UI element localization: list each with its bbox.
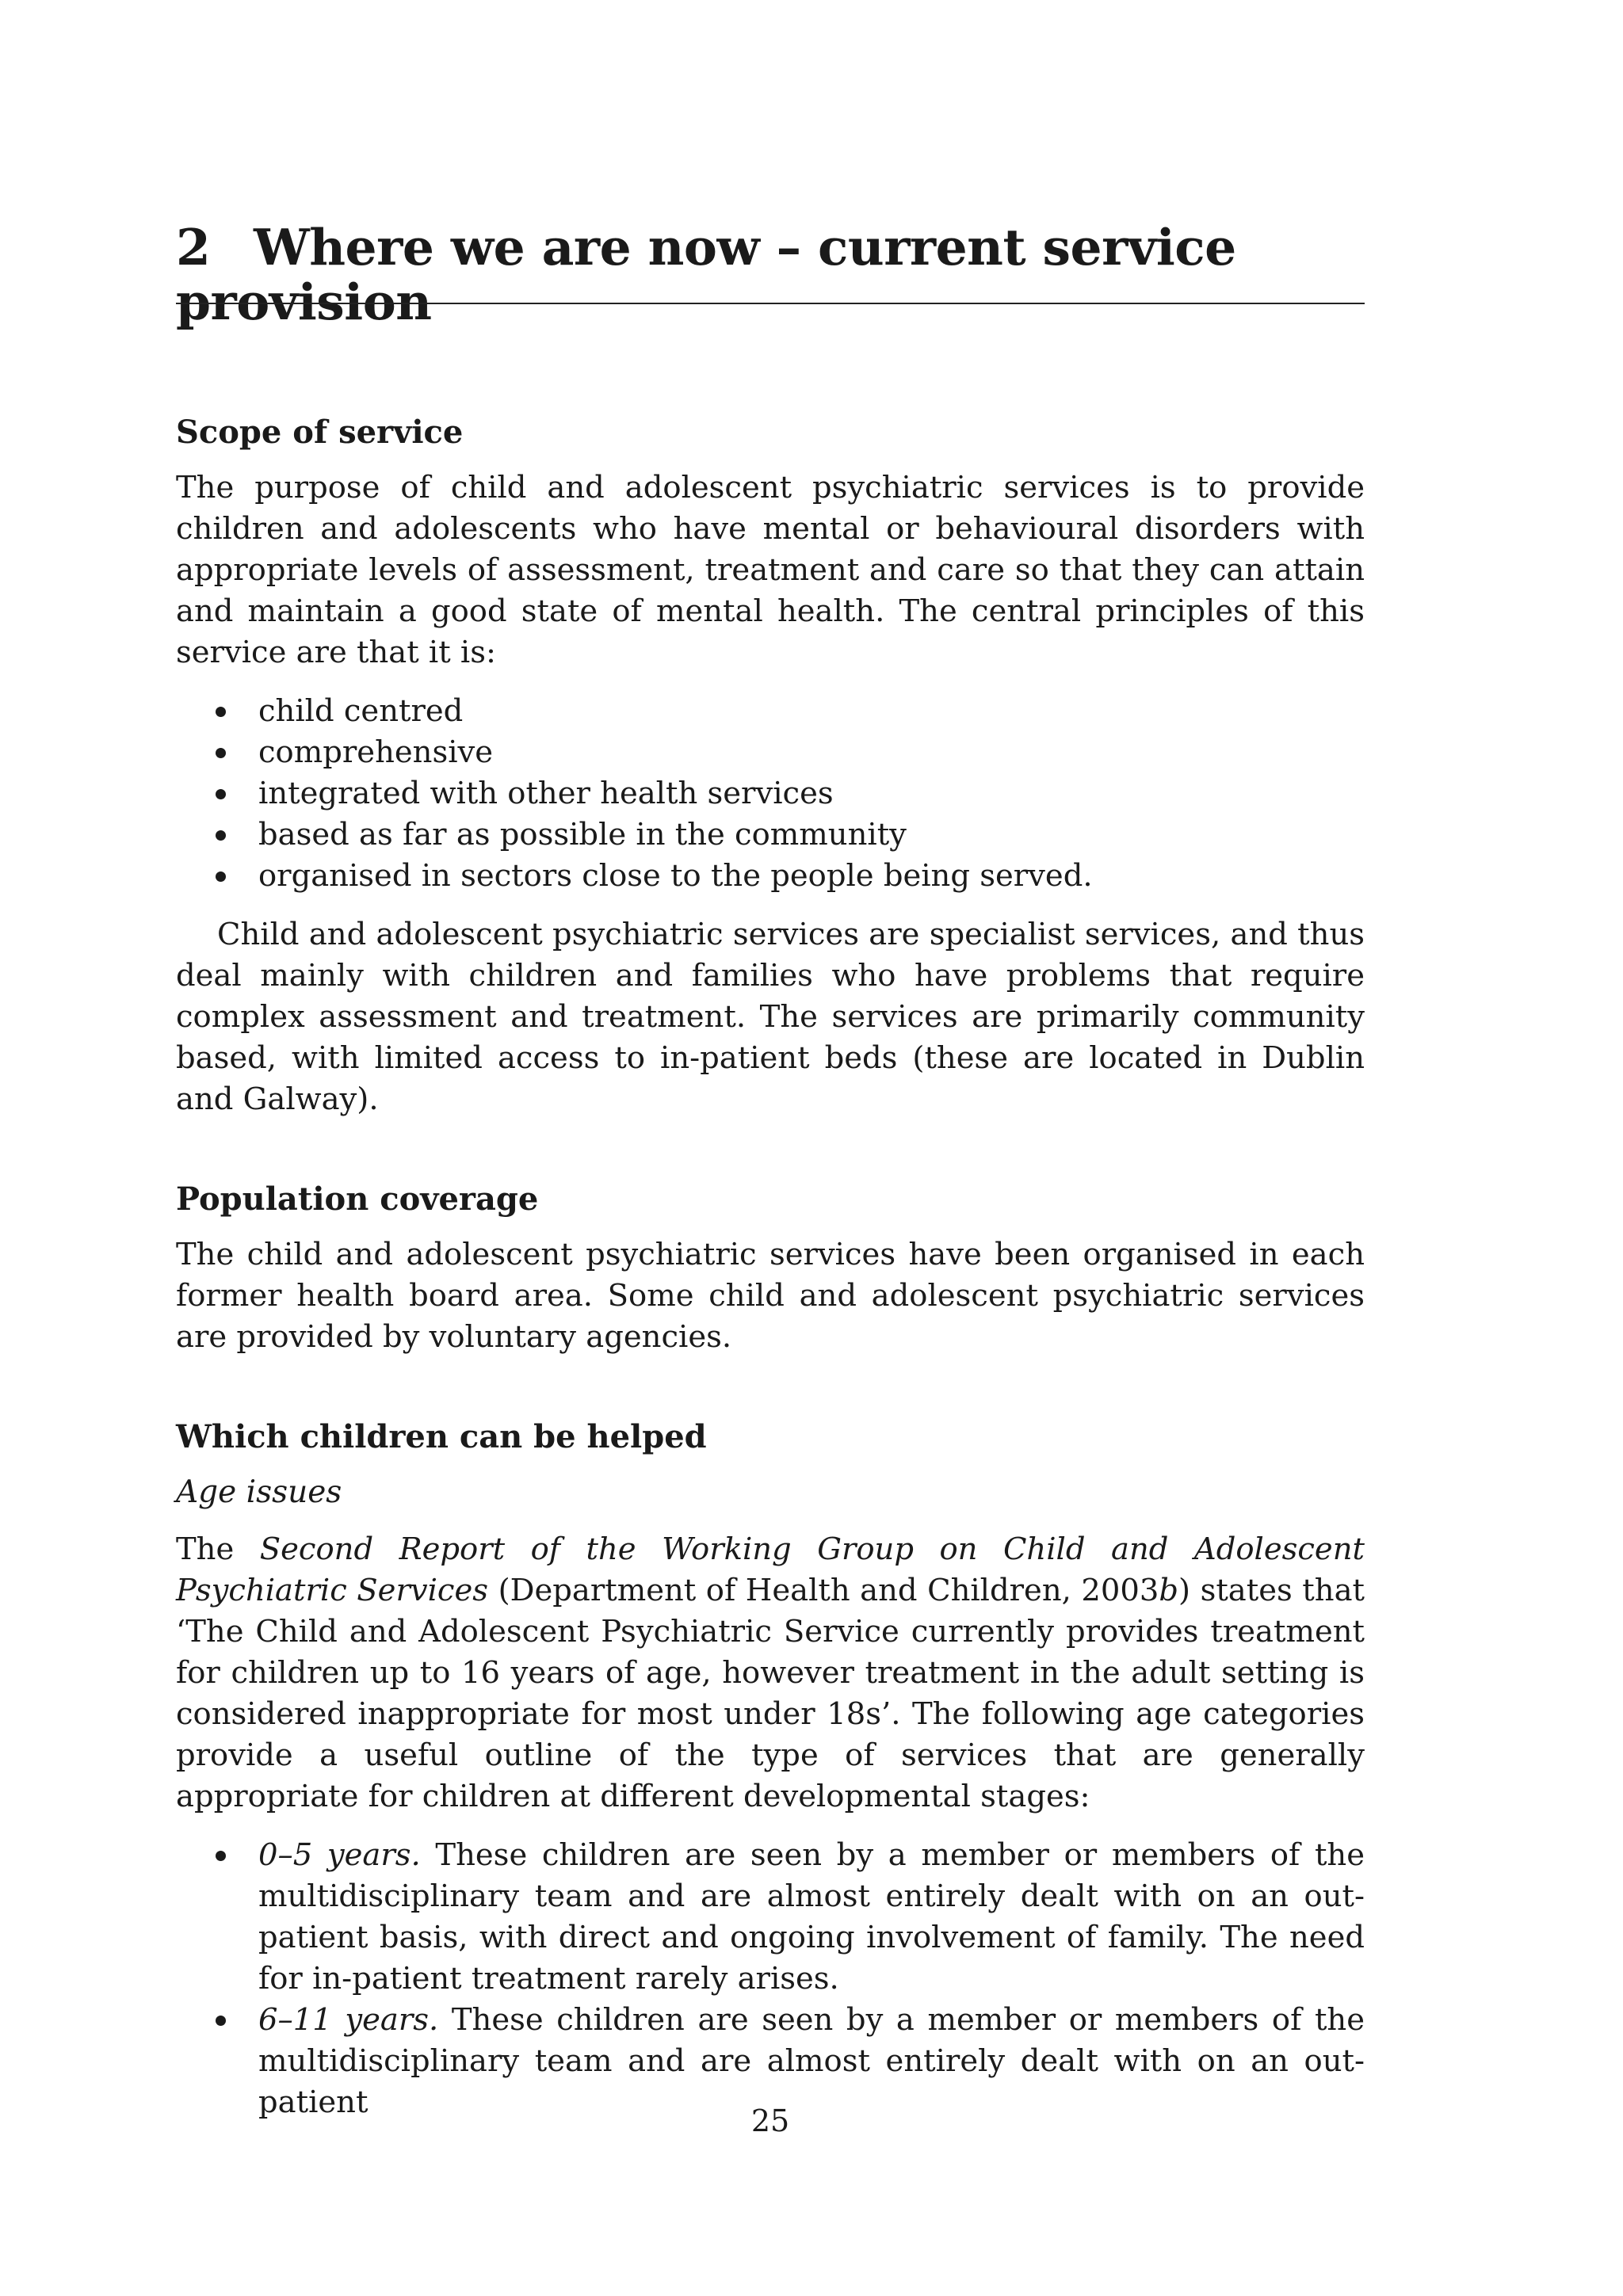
bullet-icon xyxy=(216,748,226,758)
bullet-icon xyxy=(216,2016,226,2026)
section-scope-of-service xyxy=(176,412,1365,1120)
report-title: Second Report of the Working Group on Child and Adolescent Psychiatric Services xyxy=(176,1531,1365,1608)
section-heading: Scope of service xyxy=(176,414,464,451)
paragraph: The child and adolescent psychiatric services have been organised in each former health board area. Some child and adolescent psychiatric services are provided by voluntary agencies. xyxy=(176,1237,1365,1355)
subsection-heading: Age issues xyxy=(176,1474,342,1510)
bullet-icon xyxy=(216,871,226,882)
section-heading: Population coverage xyxy=(176,1180,539,1218)
principles-list xyxy=(176,691,1365,897)
chapter-title-text: Where we are now – current service provision xyxy=(176,218,1236,332)
age-label: 6–11 years. xyxy=(258,2002,439,2038)
page-number: 25 xyxy=(750,2103,790,2138)
bullet-icon xyxy=(216,1851,226,1861)
list-item: based as far as possible in the community xyxy=(176,814,1365,856)
chapter-title xyxy=(176,220,1365,330)
paragraph: The purpose of child and adolescent psychiatric services is to provide children and adolescents who have mental or behavioural disorders with appropriate levels of assessment, treatment and care so that they can attain and maintain a good state of mental health. The central principles of this service are that it is: xyxy=(176,470,1365,670)
title-divider xyxy=(176,303,1365,304)
age-groups-list xyxy=(176,1835,1365,2123)
section-which-children xyxy=(176,1417,1365,2123)
age-label: 0–5 years. xyxy=(258,1837,421,1873)
list-item: organised in sectors close to the people being served. xyxy=(176,856,1365,897)
section-heading: Which children can be helped xyxy=(176,1418,707,1455)
bullet-icon xyxy=(216,707,226,717)
body-content xyxy=(176,412,1365,2182)
list-item: comprehensive xyxy=(176,732,1365,773)
bullet-icon xyxy=(216,789,226,799)
bullet-icon xyxy=(216,830,226,841)
paragraph: Child and adolescent psychiatric services are specialist services, and thus deal mainly with children and families who have problems that require complex assessment and treatment. The services are primarily community based, with limited access to in-patient beds (these are located in Dublin and Galway). xyxy=(176,917,1365,1117)
paragraph: The Second Report of the Working Group on Child and Adolescent Psychiatric Services (Department of Health and Children, 2003b) states that ‘The Child and Adolescent Psychiatric Service currently provides treatment for children up to 16 years of age, however treatment in the adult setting is considered inappropriate for most under 18s’. The following age categories provide a useful outline of the type of services that are generally appropriate for children at different developmental stages: xyxy=(176,1531,1365,1814)
chapter-number: 2 xyxy=(176,218,211,277)
section-population-coverage xyxy=(176,1179,1365,1358)
list-item: 6–11 years. These children are seen by a member or members of the multidisciplinary team and are almost entirely dealt with on an out-patient xyxy=(176,2000,1365,2123)
list-item: child centred xyxy=(176,691,1365,732)
list-item: 0–5 years. These children are seen by a member or members of the multidisciplinary team and are almost entirely dealt with on an out-patient basis, with direct and ongoing involvement of family. The need for in-patient treatment rarely arises. xyxy=(176,1835,1365,2000)
list-item: integrated with other health services xyxy=(176,773,1365,814)
